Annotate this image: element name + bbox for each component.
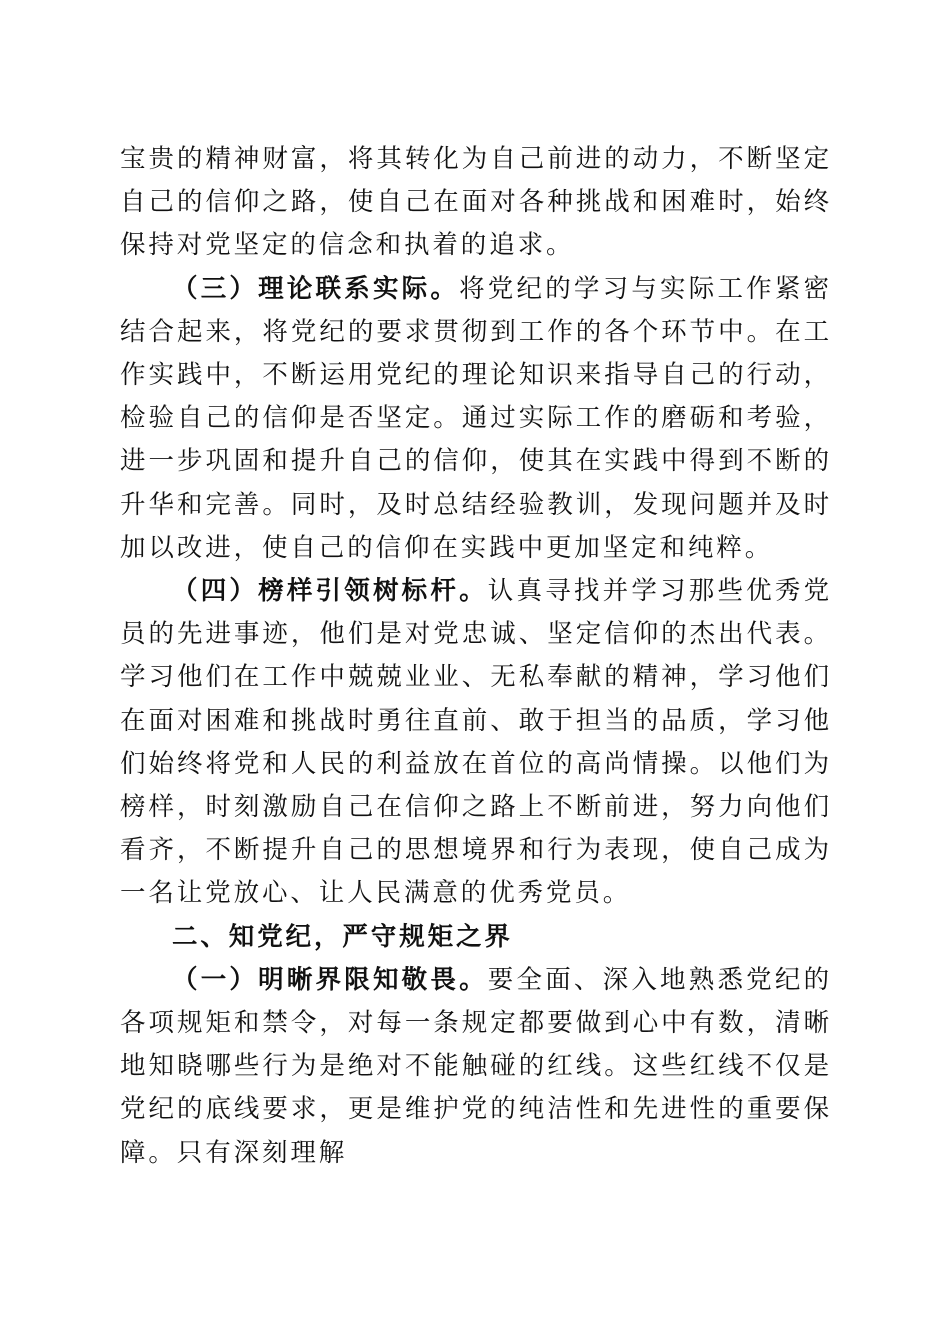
subheading-role-model: （四）榜样引领树标杆。 bbox=[172, 576, 488, 607]
document-body bbox=[120, 138, 832, 1175]
section-heading-2: 二、知党纪，严守规矩之界 bbox=[172, 921, 513, 952]
paragraph-text: 将党纪的学习与实际工作紧密结合起来，将党纪的要求贯彻到工作的各个环节中。在工作实践中，不断运用党纪的理论知识来指导自己的行动，检验自己的信仰是否坚定。通过实际工作的磨砺和考验，进一步巩固和提升自己的信仰，使其在实践中得到不断的升华和完善。同时，及时总结经验教训，发现问题并及时加以改进，使自己的信仰在实践中更加坚定和纯粹。 bbox=[120, 273, 832, 563]
subheading-boundaries: （一）明晰界限知敬畏。 bbox=[172, 964, 488, 995]
paragraph-boundaries bbox=[120, 959, 832, 1175]
paragraph-role-model bbox=[120, 570, 832, 916]
paragraph-continuation bbox=[120, 138, 832, 268]
subheading-theory-practice: （三）理论联系实际。 bbox=[172, 273, 460, 304]
paragraph-text: 要全面、深入地熟悉党纪的各项规矩和禁令，对每一条规定都要做到心中有数，清晰地知晓哪些行为是绝对不能触碰的红线。这些红线不仅是党纪的底线要求，更是维护党的纯洁性和先进性的重要保障。只有深刻理解 bbox=[120, 964, 832, 1168]
paragraph-text: 宝贵的精神财富，将其转化为自己前进的动力，不断坚定自己的信仰之路，使自己在面对各种挑战和困难时，始终保持对党坚定的信念和执着的追求。 bbox=[120, 144, 832, 261]
paragraph-theory-practice bbox=[120, 268, 832, 570]
paragraph-text: 认真寻找并学习那些优秀党员的先进事迹，他们是对党忠诚、坚定信仰的杰出代表。学习他们在工作中兢兢业业、无私奉献的精神，学习他们在面对困难和挑战时勇往直前、敢于担当的品质，学习他们始终将党和人民的利益放在首位的高尚情操。以他们为榜样，时刻激励自己在信仰之路上不断前进，努力向他们看齐，不断提升自己的思想境界和行为表现，使自己成为一名让党放心、让人民满意的优秀党员。 bbox=[120, 576, 832, 909]
